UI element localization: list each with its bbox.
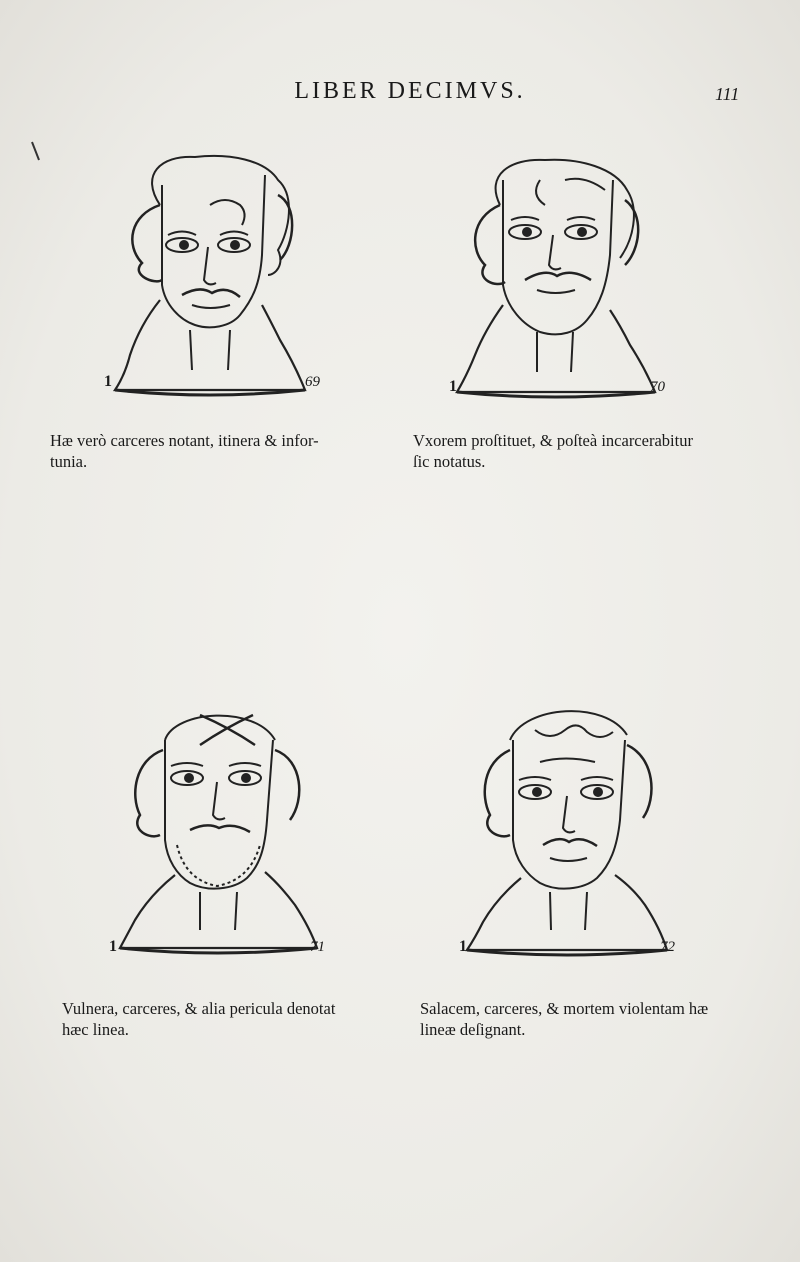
running-header: LIBER DECIMVS. <box>294 78 526 104</box>
face-illustration-70 <box>445 140 675 400</box>
caption-line: tunia. <box>50 452 88 471</box>
caption-line: lineæ deſignant. <box>420 1020 526 1039</box>
caption-line: Salacem, carceres, & mortem violentam hæ <box>420 999 709 1018</box>
caption-line: Hæ verò carceres notant, itinera & infor- <box>50 431 319 450</box>
caption-line: Vxorem proſtituet, & poſteà incarcerabitur <box>413 431 693 450</box>
face-plate-71 <box>105 700 335 960</box>
caption-line: Vulnera, carceres, & alia pericula denotat <box>62 999 336 1018</box>
caption-line: hæc linea. <box>62 1020 129 1039</box>
plate-figure-number: 1 <box>104 373 112 390</box>
caption-71 <box>62 998 402 1040</box>
caption-70 <box>413 430 753 472</box>
caption-69 <box>50 430 390 472</box>
face-plate-70 <box>445 140 675 400</box>
show-through-text <box>150 78 159 104</box>
face-illustration-69 <box>100 135 330 395</box>
page-number: 111 <box>715 84 740 104</box>
caption-72 <box>420 998 760 1040</box>
plate-figure-number: 1 <box>109 938 117 955</box>
plate-figure-number: 1 <box>459 938 467 955</box>
caption-line: ſic notatus. <box>413 452 486 471</box>
face-plate-69 <box>100 135 330 395</box>
plate-face-number: 71 <box>310 939 325 955</box>
plate-face-number: 72 <box>660 939 675 955</box>
plate-face-number: 70 <box>650 379 665 395</box>
plate-face-number: 69 <box>305 374 320 390</box>
plate-figure-number: 1 <box>449 378 457 395</box>
face-illustration-72 <box>455 700 685 960</box>
face-plate-72 <box>455 700 685 960</box>
ink-mark <box>30 140 42 164</box>
face-illustration-71 <box>105 700 335 960</box>
